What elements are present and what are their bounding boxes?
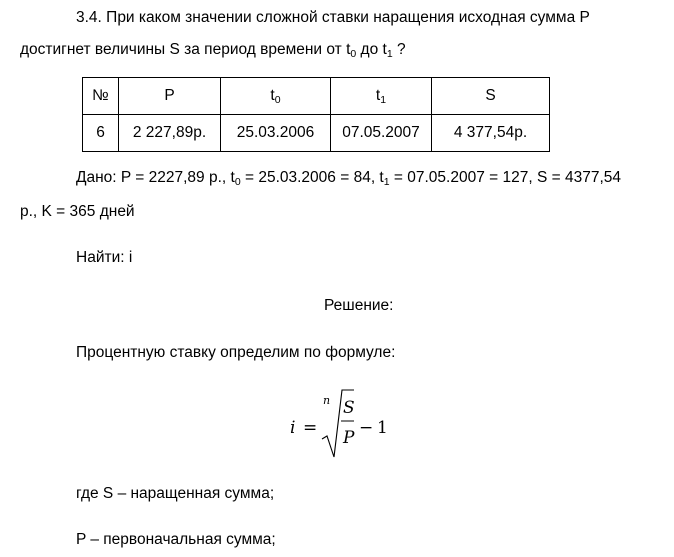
formula-one: 1 xyxy=(377,418,388,438)
formula xyxy=(288,387,408,462)
problem-text-1: При каком значении сложной ставки наращения исходная сумма P xyxy=(106,9,590,26)
header-t1-base: t xyxy=(375,87,381,104)
header-p: P xyxy=(119,78,221,115)
given-part-2: = 25.03.2006 = 84, t xyxy=(240,169,384,186)
where-s: где S – наращенная сумма; xyxy=(76,485,275,502)
problem-text-2-pre: достигнет величины S за период времени от t xyxy=(20,41,351,58)
data-table xyxy=(82,77,550,152)
solution-title: Решение: xyxy=(324,297,394,314)
cell-t0: 25.03.2006 xyxy=(221,115,331,152)
table-row xyxy=(83,115,550,152)
formula-minus: − xyxy=(359,418,374,438)
problem-text-2-post: ? xyxy=(392,41,406,58)
cell-t1: 07.05.2007 xyxy=(331,115,432,152)
header-t1 xyxy=(331,78,432,115)
cell-no: 6 xyxy=(83,115,119,152)
given-part-1: Дано: P = 2227,89 р., t xyxy=(76,169,235,186)
t1-subscript: 1 xyxy=(386,48,393,60)
formula-eq: = xyxy=(303,418,318,438)
cell-p: 2 227,89р. xyxy=(119,115,221,152)
formula-denominator: P xyxy=(343,428,355,448)
header-t0-base: t xyxy=(270,87,275,104)
problem-number: 3.4. xyxy=(76,9,102,26)
header-t1-sub: 1 xyxy=(380,94,387,106)
given-line-1 xyxy=(76,168,621,188)
given-line-2: р., K = 365 дней xyxy=(20,203,135,220)
header-t0 xyxy=(221,78,331,115)
given-t0-sub: 0 xyxy=(234,176,241,188)
cell-s: 4 377,54р. xyxy=(432,115,550,152)
formula-numerator: S xyxy=(343,398,355,418)
formula-root-index: n xyxy=(323,394,331,407)
problem-statement-line-2 xyxy=(20,40,406,60)
find-line: Найти: i xyxy=(76,249,133,266)
t0-subscript: 0 xyxy=(350,48,357,60)
header-s: S xyxy=(432,78,550,115)
where-p: P – первоначальная сумма; xyxy=(76,531,276,548)
header-t0-sub: 0 xyxy=(274,94,281,106)
problem-text-2-mid: до t xyxy=(356,41,387,58)
header-no: № xyxy=(83,78,119,115)
problem-statement-line-1 xyxy=(76,8,590,28)
table-header-row xyxy=(83,78,550,115)
formula-lhs: i xyxy=(290,418,296,438)
given-part-3: = 07.05.2007 = 127, S = 4377,54 xyxy=(389,169,622,186)
formula-intro: Процентную ставку определим по формуле: xyxy=(76,344,396,361)
given-t1-sub: 1 xyxy=(383,176,390,188)
